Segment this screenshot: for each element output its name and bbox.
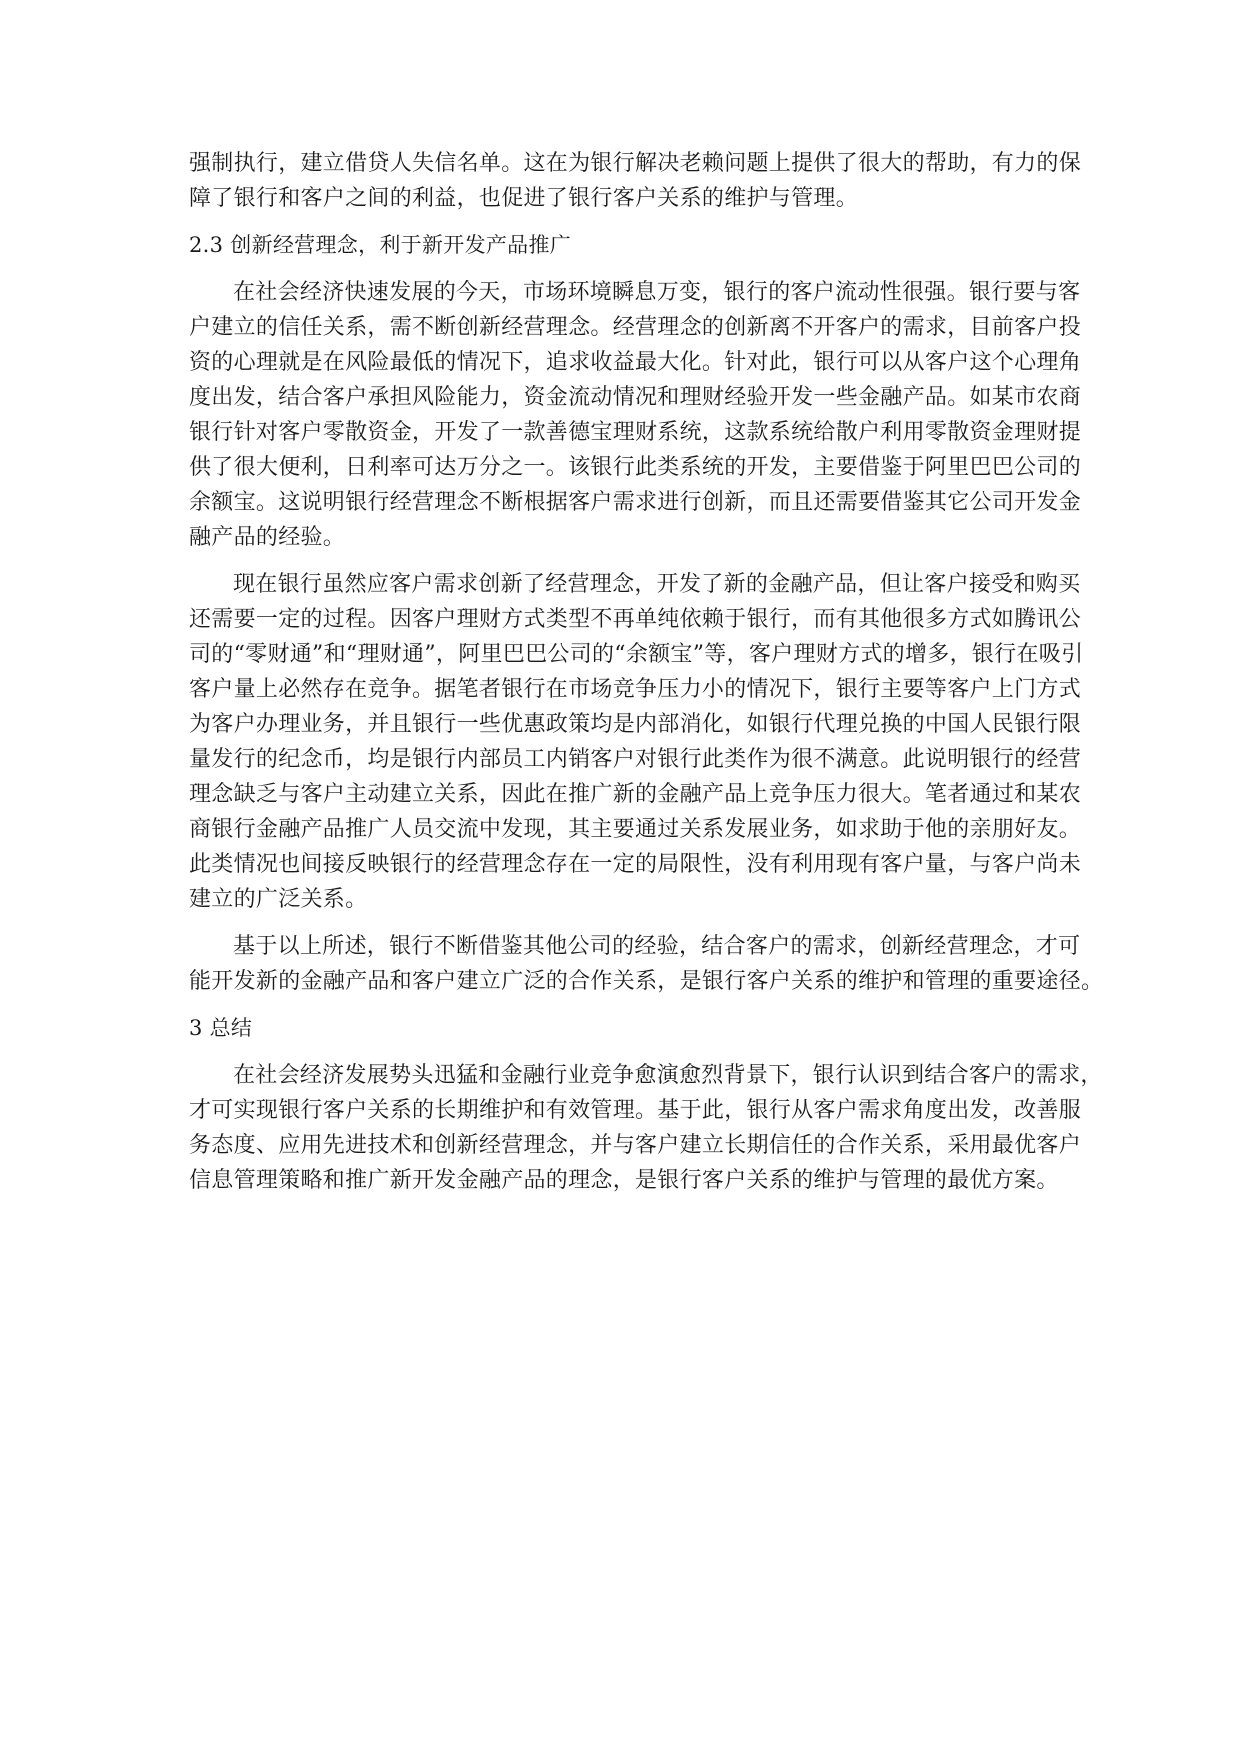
paragraph-line: 在社会经济发展势头迅猛和金融行业竞争愈演愈烈背景下，银行认识到结合客户的需求， (233, 1063, 1103, 1088)
paragraph-3 (189, 567, 1084, 917)
paragraph-line: 供了很大便利，日利率可达万分之一。该银行此类系统的开发，主要借鉴于阿里巴巴公司的 (189, 455, 1082, 480)
paragraph-line: 资的心理就是在风险最低的情况下，追求收益最大化。针对此，银行可以从客户这个心理角 (189, 350, 1082, 375)
document-body (189, 146, 1104, 1210)
paragraph-line: 司的“零财通”和“理财通”，阿里巴巴公司的“余额宝”等，客户理财方式的增多，银行在吸引 (189, 642, 1084, 667)
paragraph-line: 障了银行和客户之间的利益，也促进了银行客户关系的维护与管理。 (189, 186, 859, 211)
paragraph-line: 理念缺乏与客户主动建立关系，因此在推广新的金融产品上竞争压力很大。笔者通过和某农 (189, 782, 1082, 807)
paragraph-line: 信息管理策略和推广新开发金融产品的理念，是银行客户关系的维护与管理的最优方案。 (189, 1168, 1059, 1193)
paragraph-line: 户建立的信任关系，需不断创新经营理念。经营理念的创新离不开客户的需求，目前客户投 (189, 315, 1082, 340)
paragraph-line: 融产品的经验。 (189, 525, 346, 550)
paragraph-4 (189, 929, 1104, 999)
paragraph-line: 建立的广泛关系。 (189, 887, 368, 912)
paragraph-line: 此类情况也间接反映银行的经营理念存在一定的局限性，没有利用现有客户量，与客户尚未 (189, 852, 1082, 877)
paragraph-5 (189, 1058, 1103, 1198)
paragraph-line: 余额宝。这说明银行经营理念不断根据客户需求进行创新，而且还需要借鉴其它公司开发金 (189, 490, 1082, 515)
paragraph-line: 银行针对客户零散资金，开发了一款善德宝理财系统，这款系统给散户利用零散资金理财提 (189, 420, 1082, 445)
paragraph-2 (189, 275, 1082, 555)
paragraph-line: 基于以上所述，银行不断借鉴其他公司的经验，结合客户的需求，创新经营理念，才可 (233, 934, 1081, 959)
paragraph-line: 强制执行，建立借贷人失信名单。这在为银行解决老赖问题上提供了很大的帮助，有力的保 (189, 151, 1082, 176)
paragraph-line: 还需要一定的过程。因客户理财方式类型不再单纯依赖于银行，而有其他很多方式如腾讯公 (189, 607, 1082, 632)
paragraph-line: 才可实现银行客户关系的长期维护和有效管理。基于此，银行从客户需求角度出发，改善服 (189, 1098, 1082, 1123)
paragraph-line: 能开发新的金融产品和客户建立广泛的合作关系，是银行客户关系的维护和管理的重要途径。 (189, 969, 1104, 994)
paragraph-line: 在社会经济快速发展的今天，市场环境瞬息万变，银行的客户流动性很强。银行要与客 (233, 280, 1081, 305)
paragraph-line: 客户量上必然存在竞争。据笔者银行在市场竞争压力小的情况下，银行主要等客户上门方式 (189, 677, 1082, 702)
paragraph-line: 量发行的纪念币，均是银行内部员工内销客户对银行此类作为很不满意。此说明银行的经营 (189, 747, 1082, 772)
paragraph-line: 现在银行虽然应客户需求创新了经营理念，开发了新的金融产品，但让客户接受和购买 (233, 572, 1081, 597)
paragraph-line: 度出发，结合客户承担风险能力，资金流动情况和理财经验开发一些金融产品。如某市农商 (189, 385, 1082, 410)
paragraph-line: 务态度、应用先进技术和创新经营理念，并与客户建立长期信任的合作关系，采用最优客户 (189, 1133, 1082, 1158)
section-heading-3: 3 总结 (189, 1016, 253, 1040)
paragraph-line: 为客户办理业务，并且银行一些优惠政策均是内部消化，如银行代理兑换的中国人民银行限 (189, 712, 1082, 737)
section-heading-2-3: 2.3 创新经营理念，利于新开发产品推广 (189, 233, 572, 257)
paragraph-1 (189, 146, 1082, 216)
paragraph-line: 商银行金融产品推广人员交流中发现，其主要通过关系发展业务，如求助于他的亲朋好友。 (189, 817, 1082, 842)
